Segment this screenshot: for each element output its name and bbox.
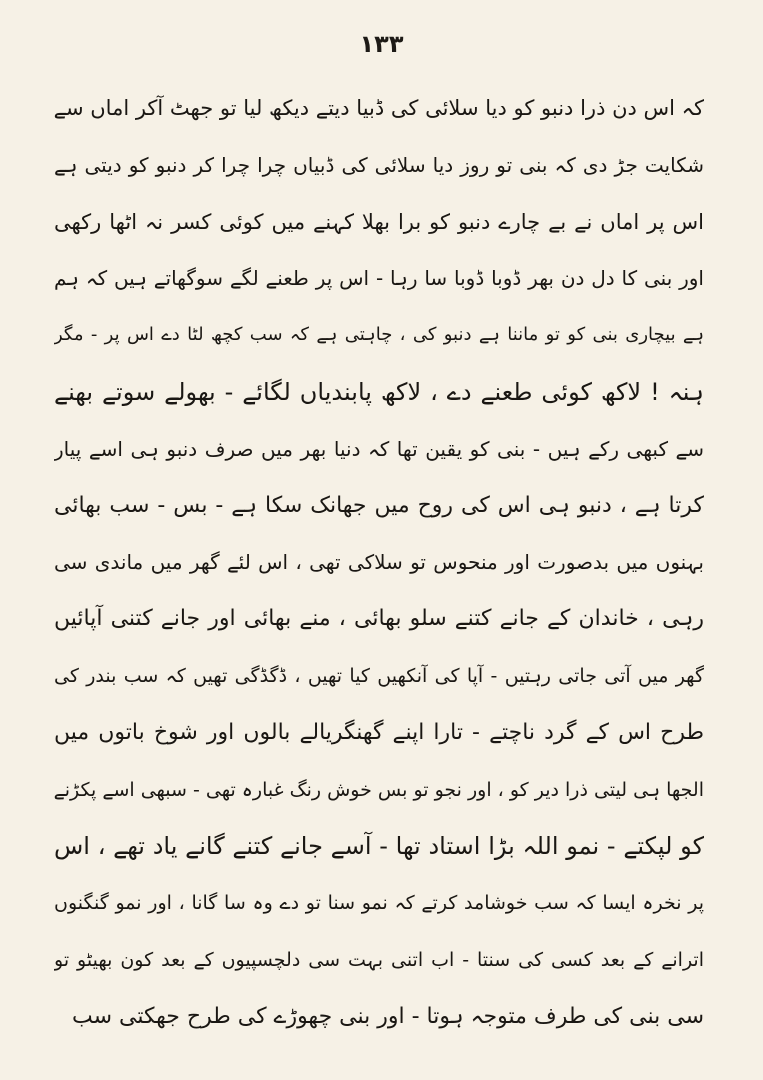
text-line: اترانے کے بعد کسی کی سنتا - اب اتنی بہت سی دلچسپیوں کے بعد کون بھیٹو تو [54, 948, 704, 971]
text-line: پر نخرہ ایسا کہ سب خوشامد کرتے کہ نمو سنا تو دے وہ سا گانا ، اور نمو گنگنوں [54, 892, 704, 915]
text-line: اور بنی کا دل دن بھر ڈوبا ڈوبا سا رہا - اس پر طعنے لگے سوگھاتے ہیں کہ ہم [54, 266, 704, 291]
text-line: الجھا ہی لیتی ذرا دیر کو ، اور نجو تو بس خوش رنگ غبارہ تھی - سبھی اسے پکڑنے [54, 778, 704, 801]
urdu-text-body [54, 80, 704, 1046]
text-line: ہے بیچاری بنی کو تو ماننا ہے دنبو کی ، چاہتی ہے کہ سب کچھ لٹا دے اس پر - مگر [54, 324, 704, 346]
text-line: سی بنی کی طرف متوجہ ہوتا - اور بنی چھوڑے کی طرح جھکتی سب [72, 1003, 704, 1029]
page-number: ۱۳۳ [359, 30, 404, 58]
text-line: کو لپکتے - نمو اللہ بڑا استاد تھا - آسے جانے کتنے گانے یاد تھے ، اس [54, 832, 704, 861]
text-line: اس پر اماں نے بے چارے دنبو کو برا بھلا کہنے میں کوئی کسر نہ اٹھا رکھی [54, 209, 704, 234]
text-line: رہی ، خاندان کے جانے کتنے سلو بھائی ، منے بھائی اور جانے کتنی آپائیں [54, 606, 704, 632]
text-line: طرح اس کے گرد ناچتے - تارا اپنے گھنگریالے بالوں اور شوخ باتوں میں [54, 719, 704, 745]
text-line: ہنہ ! لاکھ کوئی طعنے دے ، لاکھ پابندیاں لگائے - بھولے سوتے بھنے [54, 377, 704, 406]
text-line: گھر میں آتی جاتی رہتیں - آپا کی آنکھیں کیا تھیں ، ڈگڈگی تھیں کہ سب بندر کی [54, 664, 704, 687]
text-line: سے کبھی رکے ہیں - بنی کو یقین تھا کہ دنیا بھر میں صرف دنبو ہی اسے پیار [54, 436, 704, 461]
text-line: کرتا ہے ، دنبو ہی اس کی روح میں جھانک سکا ہے - بس - سب بھائی [54, 492, 704, 518]
text-line: شکایت جڑ دی کہ بنی تو روز دیا سلائی کی ڈبیاں چرا چرا کر دنبو کو دیتی ہے [54, 152, 704, 177]
text-line: کہ اس دن ذرا دنبو کو دیا سلائی کی ڈبیا دیتے دیکھ لیا تو جھٹ آکر اماں سے [54, 96, 704, 120]
text-line: بہنوں میں بدصورت اور منحوس تو سلاکی تھی ، اس لئے گھر میں ماندی سی [54, 550, 704, 575]
